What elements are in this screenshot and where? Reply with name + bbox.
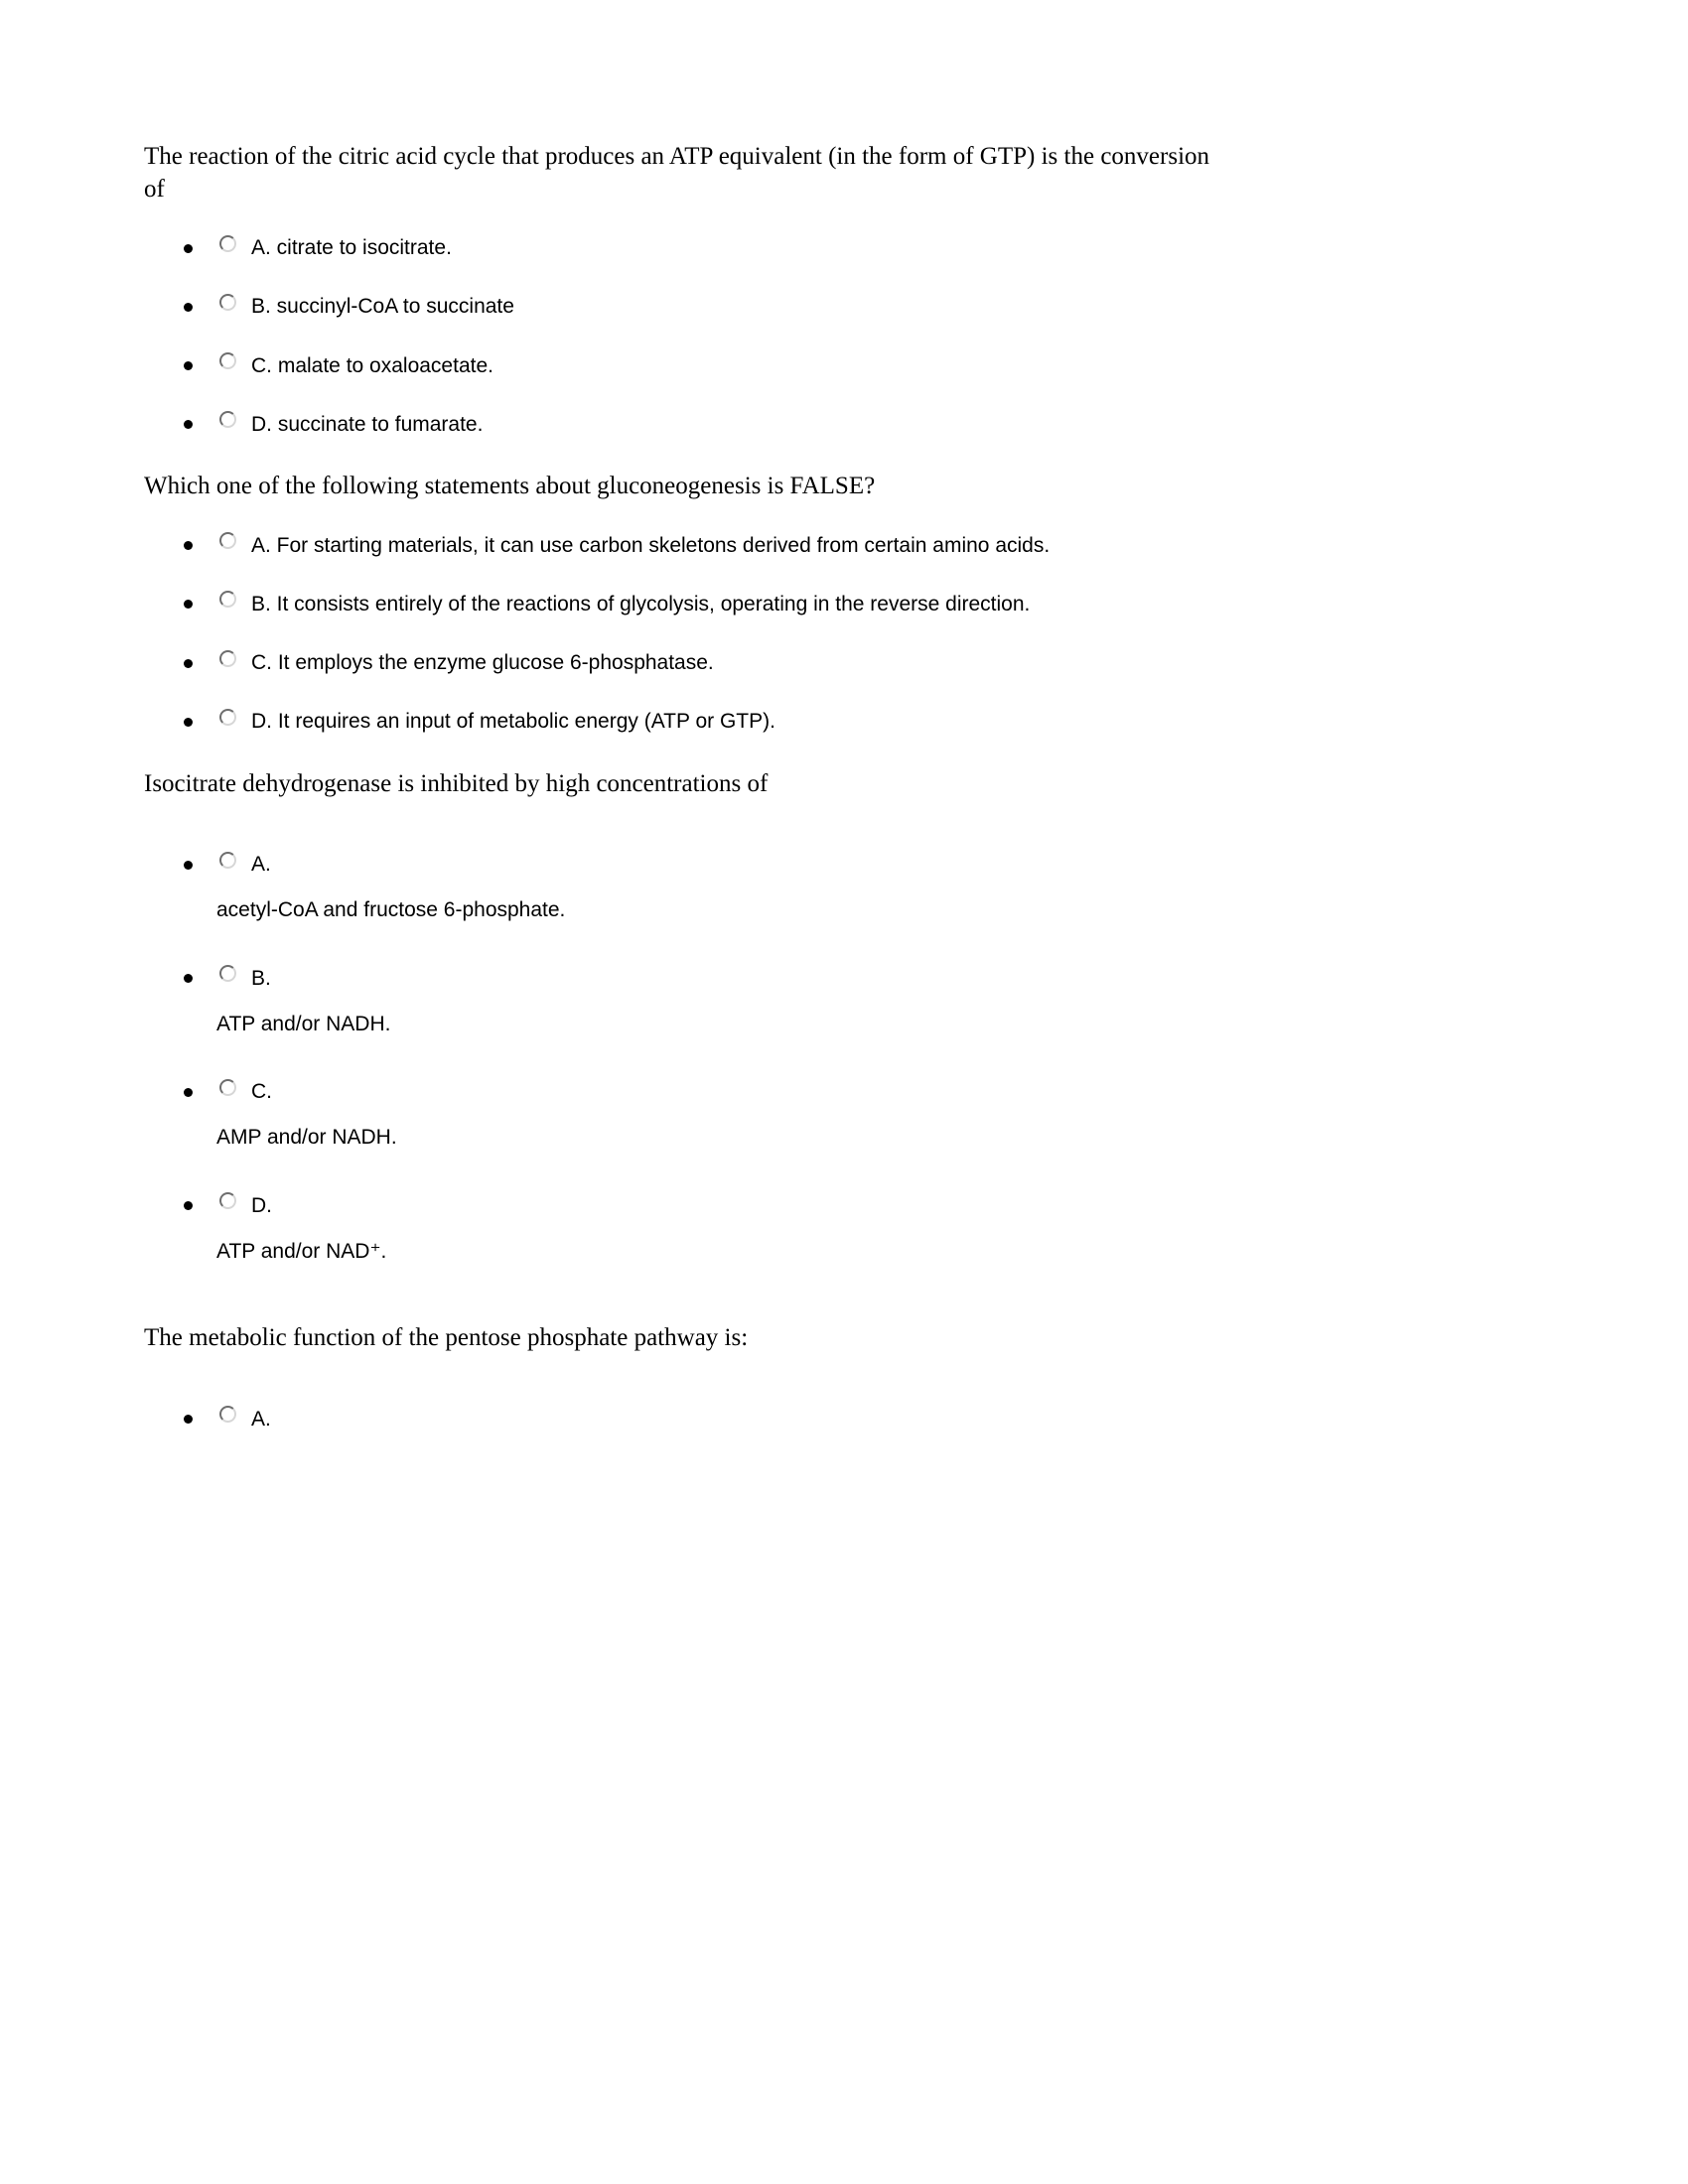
- option-label: C.: [251, 1080, 272, 1103]
- radio-button[interactable]: [219, 294, 236, 311]
- bullet-icon: [184, 541, 193, 550]
- option-label: A.: [251, 853, 271, 876]
- option-detail: ATP and/or NAD⁺.: [216, 1239, 387, 1263]
- options-list: [184, 235, 1614, 438]
- radio-button[interactable]: [219, 965, 236, 982]
- question-text: Which one of the following statements about gluconeogenesis is FALSE?: [144, 473, 876, 499]
- answer-option[interactable]: [184, 412, 1614, 438]
- options-list: [184, 533, 1614, 736]
- option-label: D. succinate to fumarate.: [251, 412, 484, 436]
- answer-option[interactable]: [184, 966, 1614, 1038]
- radio-button[interactable]: [219, 1079, 236, 1096]
- bullet-icon: [184, 974, 193, 983]
- answer-option[interactable]: [184, 1079, 1614, 1152]
- answer-option[interactable]: [184, 1193, 1614, 1266]
- answer-option[interactable]: [184, 852, 1614, 924]
- bullet-icon: [184, 303, 193, 312]
- bullet-icon: [184, 659, 193, 668]
- bullet-icon: [184, 600, 193, 609]
- radio-button[interactable]: [219, 1192, 236, 1209]
- answer-option[interactable]: [184, 1407, 1614, 1433]
- option-detail: acetyl-CoA and fructose 6-phosphate.: [216, 898, 566, 922]
- options-list: [184, 1407, 1614, 1433]
- option-label: A.: [251, 1407, 271, 1431]
- radio-button[interactable]: [219, 235, 236, 252]
- answer-option[interactable]: [184, 353, 1614, 379]
- option-label: A. citrate to isocitrate.: [251, 236, 452, 259]
- option-label: A. For starting materials, it can use carbon skeletons derived from certain amino acids.: [251, 533, 1051, 557]
- radio-button[interactable]: [219, 709, 236, 726]
- answer-option[interactable]: [184, 592, 1614, 617]
- option-label: C. malate to oxaloacetate.: [251, 353, 493, 377]
- option-detail: ATP and/or NADH.: [216, 1012, 391, 1035]
- option-label: B. It consists entirely of the reactions of glycolysis, operating in the reverse direction.: [251, 592, 1031, 615]
- radio-button[interactable]: [219, 852, 236, 869]
- radio-button[interactable]: [219, 650, 236, 667]
- bullet-icon: [184, 244, 193, 253]
- bullet-icon: [184, 1088, 193, 1097]
- radio-button[interactable]: [219, 591, 236, 608]
- answer-option[interactable]: [184, 709, 1614, 735]
- radio-button[interactable]: [219, 352, 236, 369]
- option-label: D. It requires an input of metabolic energy (ATP or GTP).: [251, 710, 775, 734]
- option-label: B.: [251, 966, 271, 990]
- option-detail: AMP and/or NADH.: [216, 1126, 397, 1150]
- bullet-icon: [184, 1415, 193, 1424]
- radio-button[interactable]: [219, 532, 236, 549]
- question-text: Isocitrate dehydrogenase is inhibited by high concentrations of: [144, 769, 769, 797]
- question-text: The metabolic function of the pentose phosphate pathway is:: [144, 1324, 749, 1351]
- bullet-icon: [184, 420, 193, 429]
- answer-option[interactable]: [184, 533, 1614, 559]
- radio-button[interactable]: [219, 411, 236, 428]
- option-label: C. It employs the enzyme glucose 6-phosphatase.: [251, 651, 714, 674]
- options-list: [184, 852, 1614, 1265]
- answer-option[interactable]: [184, 235, 1614, 261]
- bullet-icon: [184, 1201, 193, 1210]
- bullet-icon: [184, 718, 193, 727]
- option-label: B. succinyl-CoA to succinate: [251, 295, 514, 319]
- answer-option[interactable]: [184, 650, 1614, 676]
- option-label: D.: [251, 1193, 272, 1217]
- question-text: The reaction of the citric acid cycle that produces an ATP equivalent (in the form of GTP) is the conversion of: [144, 143, 1210, 203]
- bullet-icon: [184, 861, 193, 870]
- bullet-icon: [184, 361, 193, 370]
- radio-button[interactable]: [219, 1406, 236, 1423]
- answer-option[interactable]: [184, 294, 1614, 320]
